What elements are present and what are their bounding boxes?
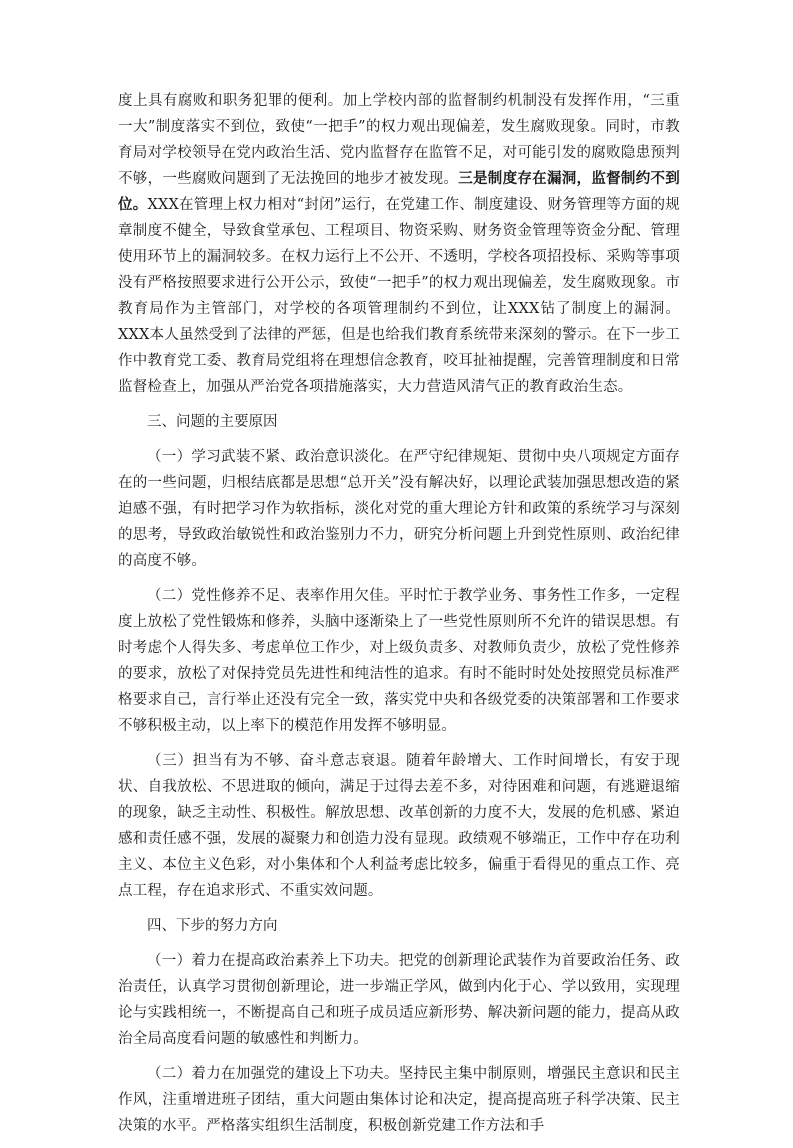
paragraph-reason-3: （三）担当有为不够、奋斗意志衰退。随着年龄增大、工作时间增长，有安于现状、自我放松、不思进取的倾向，满足于过得去差不多，对待困难和问题，有逃避退缩的现象，缺乏主动性、积极性。解放思想、改革创新的力度不大，发展的危机感、紧迫感和责任感不强，发展的凝聚力和创造力没有显现。政绩观不够端正，工作中存在功利主义、本位主义色彩，对小集体和个人利益考虑比较多，偏重于看得见的重点工作、亮点工程，存在追求形式、不重实效问题。: [118, 753, 680, 899]
paragraph-direction-2: （二）着力在加强党的建设上下功夫。坚持民主集中制原则，增强民主意识和民主作风，注重增进班子团结，重大问题由集体讨论和决定，提高提高班子科学决策、民主决策的水平。严格落实组织生活制度，积极创新党建工作方法和手: [118, 1066, 680, 1134]
document-page: [118, 88, 680, 1148]
paragraph-direction-1: （一）着力在提高政治素养上下功夫。把党的创新理论武装作为首要政治任务、政治责任，认真学习贯彻创新理论，进一步端正学风，做到内化于心、学以致用，实现理论与实践相统一，不断提高自己和班子成员适应新形势、解决新问题的能力，提高从政治全局高度看问题的敏感性和判断力。: [118, 953, 680, 1047]
paragraph-reason-2: （二）党性修养不足、表率作用欠佳。平时忙于教学业务、事务性工作多，一定程度上放松了党性锻炼和修养，头脑中逐渐染上了一些党性原则所不允许的错误思想。有时考虑个人得失多、考虑单位工作少，对上级负责多、对教师负责少，放松了党性修养的要求，放松了对保持党员先进性和纯洁性的追求。有时不能时时处处按照党员标准严格要求自己，言行举止还没有完全一致，落实党中央和各级党委的决策部署和工作要求不够积极主动，以上率下的模范作用发挥不够明显。: [118, 588, 680, 734]
section-heading-3: 三、问题的主要原因: [147, 414, 278, 430]
section-heading-4: 四、下步的努力方向: [147, 918, 278, 934]
bold-subheading: 三是制度存在漏洞，监督制约不到位。: [118, 170, 681, 213]
paragraph-reason-1: （一）学习武装不紧、政治意识淡化。在严守纪律规矩、贯彻中央八项规定方面存在的一些问题，归根结底都是思想“总开关”没有解决好，以理论武装加强思想改造的紧迫感不强，有时把学习作为软指标，淡化对党的重大理论方针和政策的系统学习与深刻的思考，导致政治敏锐性和政治鉴别力不力，研究分析问题上升到党性原则、政治纪律的高度不够。: [118, 449, 680, 569]
paragraph-continuation: [118, 88, 680, 400]
paragraph-text: XXX在管理上权力相对“封闭”运行，在党建工作、制度建设、财务管理等方面的规章制度不健全，导致食堂承包、工程项目、物资采购、财务资金管理等资金分配、管理使用环节上的漏洞较多。在权力运行上不公开、不透明，学校各项招投标、采购等事项没有严格按照要求进行公开公示，致使“一把手”的权力观出现偏差，发生腐败现象。市教育局作为主管部门，对学校的各项管理制约不到位，让XXX钻了制度上的漏洞。XXX本人虽然受到了法律的严惩，但是也给我们教育系统带来深刻的警示。在下一步工作中教育党工委、教育局党组将在理想信念教育，咬耳扯袖提醒，完善管理制度和日常监督检查上，加强从严治党各项措施落实，大力营造风清气正的教育政治生态。: [118, 197, 680, 395]
paragraph-text: 度上具有腐败和职务犯罪的便利。加上学校内部的监督制约机制没有发挥作用，“三重一大”制度落实不到位，致使“一把手”的权力观出现偏差，发生腐败现象。同时，市教育局对学校领导在党内政治生活、党内监督存在监管不足，对可能引发的腐败隐患预判不够，一些腐败问题到了无法挽回的地步才被发现。: [118, 93, 680, 187]
